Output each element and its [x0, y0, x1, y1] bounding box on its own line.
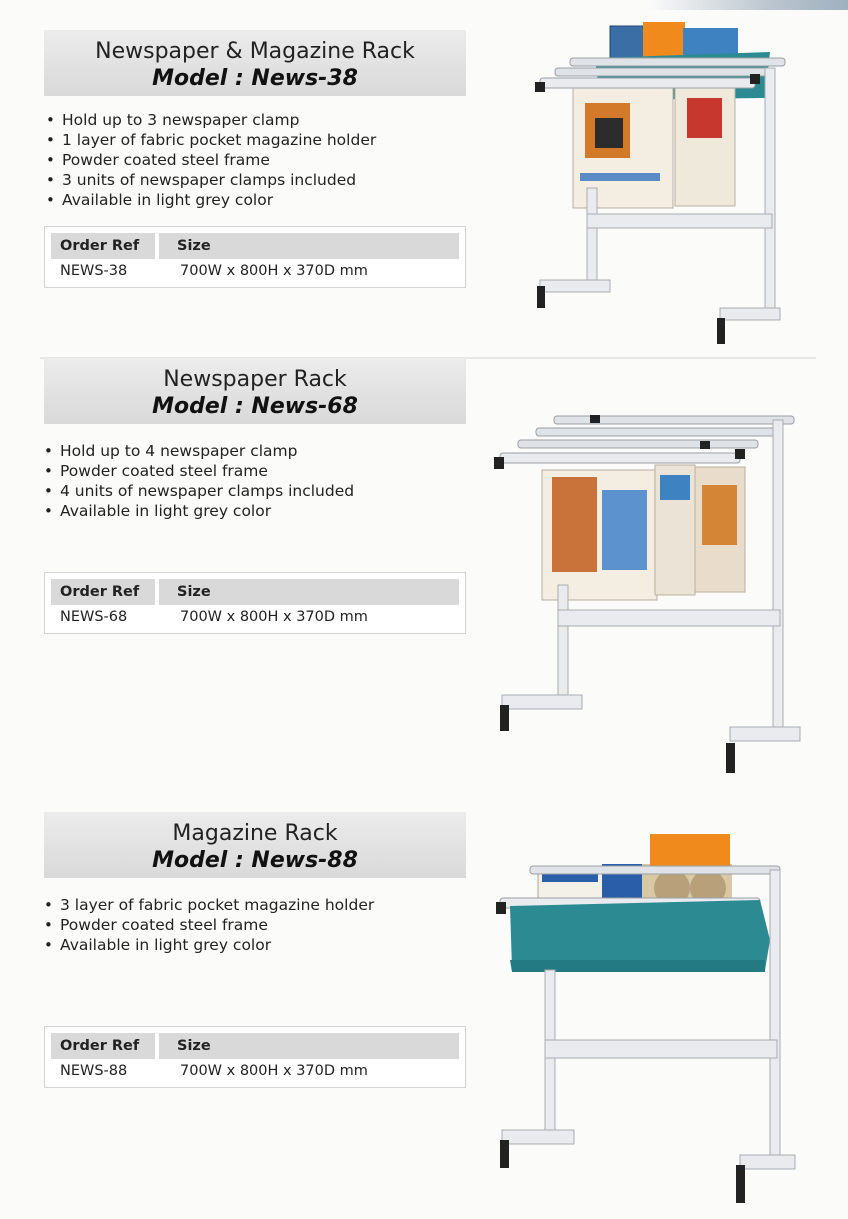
spec-order-ref: NEWS-38	[60, 263, 128, 279]
feature-item: • 4 units of newspaper clamps included	[44, 481, 354, 501]
spec-table	[44, 572, 466, 634]
product-image-news-38	[525, 18, 800, 348]
product-name: Newspaper Rack	[163, 367, 347, 392]
product-model: Model : News-38	[152, 66, 358, 91]
feature-item: • Powder coated steel frame	[44, 461, 354, 481]
feature-item: • 3 units of newspaper clamps included	[46, 170, 376, 190]
feature-item: • Hold up to 3 newspaper clamp	[46, 110, 376, 130]
product-name: Magazine Rack	[172, 821, 338, 846]
spec-size: 700W x 800H x 370D mm	[180, 609, 368, 625]
spec-header-order-ref: Order Ref	[51, 233, 155, 259]
spec-order-ref: NEWS-68	[60, 609, 128, 625]
feature-item: • 1 layer of fabric pocket magazine holder	[46, 130, 376, 150]
product-name: Newspaper & Magazine Rack	[95, 39, 415, 64]
spec-size: 700W x 800H x 370D mm	[180, 263, 368, 279]
spec-order-ref: NEWS-88	[60, 1063, 128, 1079]
spec-header-order-ref: Order Ref	[51, 1033, 155, 1059]
product-title-box	[44, 358, 466, 424]
feature-item: • Available in light grey color	[46, 190, 376, 210]
feature-item: • 3 layer of fabric pocket magazine holder	[44, 895, 374, 915]
product-title-box	[44, 30, 466, 96]
product-model: Model : News-68	[152, 394, 358, 419]
feature-item: • Powder coated steel frame	[44, 915, 374, 935]
page-corner-decoration	[648, 0, 848, 10]
feature-list	[44, 441, 354, 521]
spec-table	[44, 1026, 466, 1088]
product-image-news-68	[490, 395, 810, 780]
product-title-box	[44, 812, 466, 878]
feature-item: • Available in light grey color	[44, 935, 374, 955]
spec-header-size: Size	[159, 1033, 459, 1059]
product-model: Model : News-88	[152, 848, 358, 873]
feature-list	[44, 895, 374, 955]
spec-header-size: Size	[159, 233, 459, 259]
feature-item: • Hold up to 4 newspaper clamp	[44, 441, 354, 461]
feature-item: • Available in light grey color	[44, 501, 354, 521]
spec-header-order-ref: Order Ref	[51, 579, 155, 605]
product-image-news-88	[490, 830, 800, 1215]
spec-table	[44, 226, 466, 288]
spec-header-size: Size	[159, 579, 459, 605]
spec-size: 700W x 800H x 370D mm	[180, 1063, 368, 1079]
feature-item: • Powder coated steel frame	[46, 150, 376, 170]
feature-list	[46, 110, 376, 210]
